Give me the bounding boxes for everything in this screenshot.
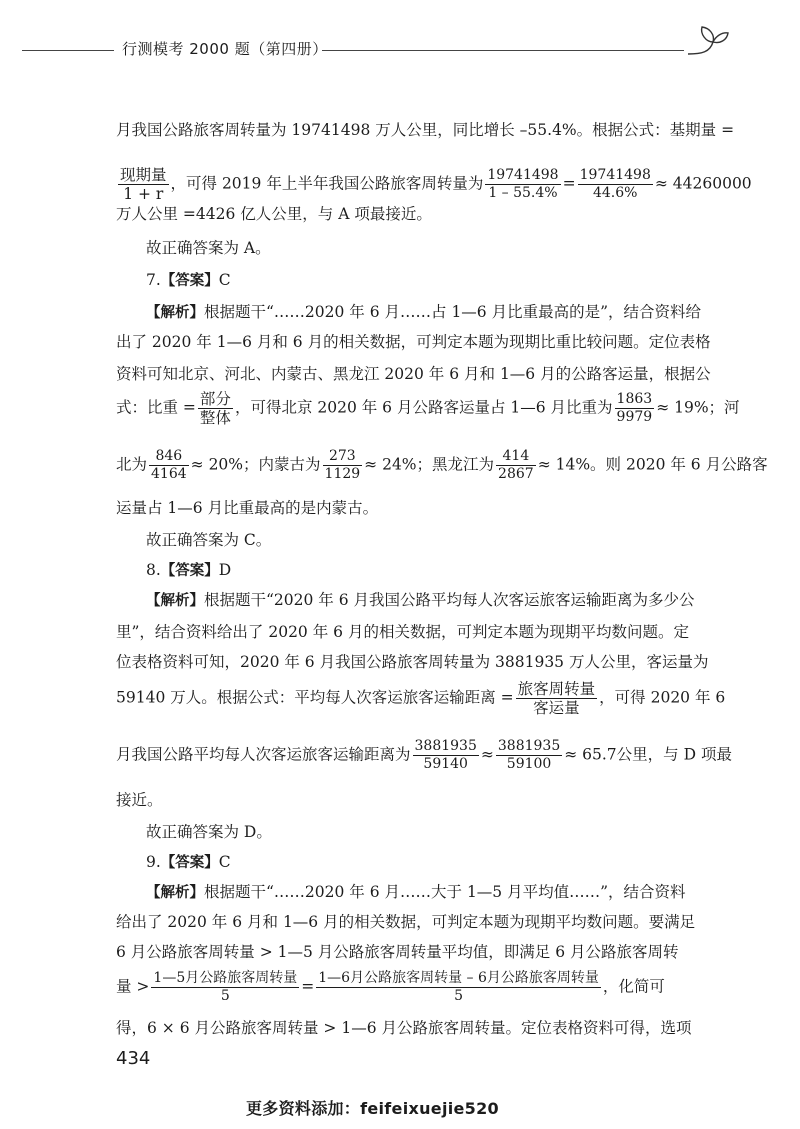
fraction: $\frac{\text{部分}}{\text{整体}}$ bbox=[199, 390, 231, 427]
answer-statement: 故正确答案为 C。 bbox=[146, 531, 272, 549]
paragraph-line: 出了 2020 年 1—6 月和 6 月的相关数据，可判定本题为现期比重比较问题。定位表格 bbox=[116, 333, 711, 351]
formula-line: $\frac{\text{现期量}}{1 + r}$ ，可得 2019 年上半年我国公路旅客周转量为 $\frac{19741498}{1 - 55.4\%}$ = $\frac{19741498}{44.6\%}$ ≈ 44260000 bbox=[120, 166, 752, 203]
fraction: $\frac{19741498}{44.6\%}$ bbox=[579, 167, 651, 201]
paragraph-line: 万人公里 =4426 亿人公里，与 A 项最接近。 bbox=[116, 205, 432, 223]
paragraph-line: 给出了 2020 年 6 月和 1—6 月的相关数据，可判定本题为现期平均数问题。要满足 bbox=[116, 913, 696, 931]
fraction: $\frac{\text{旅客周转量}}{\text{客运量}}$ bbox=[517, 680, 596, 717]
header-title: 行测模考 2000 题（第四册） bbox=[122, 40, 328, 58]
answer-statement: 故正确答案为 A。 bbox=[146, 239, 271, 257]
formula-line: 式：比重 = $\frac{\text{部分}}{\text{整体}}$ ，可得北京 2020 年 6 月公路客运量占 1—6 月比重为 $\frac{1863}{9979}$ ≈ 19%；河 bbox=[116, 390, 740, 427]
answer-heading-q7: 7.【答案】C bbox=[146, 271, 231, 289]
fraction: $\frac{846}{4164}$ bbox=[151, 448, 187, 482]
fraction: $\frac{3881935}{59100}$ bbox=[497, 738, 561, 772]
paragraph-line: 位表格资料可知，2020 年 6 月我国公路旅客周转量为 3881935 万人公里，客运量为 bbox=[116, 653, 709, 671]
answer-heading-q9: 9.【答案】C bbox=[146, 853, 231, 871]
formula-line: 北为 $\frac{846}{4164}$ ≈ 20%；内蒙古为 $\frac{273}{1129}$ ≈ 24%；黑龙江为 $\frac{414}{2867}$ ≈ 14%。则 2020 年 6 月公路客 bbox=[116, 448, 768, 482]
footer-note: 更多资料添加：feifeixuejie520 bbox=[246, 1099, 499, 1118]
paragraph-line: 接近。 bbox=[116, 791, 163, 809]
fraction: $\frac{\text{1—5月公路旅客周转量}}{5}$ bbox=[153, 970, 298, 1004]
paragraph-line: 里”，结合资料给出了 2020 年 6 月的相关数据，可判定本题为现期平均数问题。定 bbox=[116, 623, 689, 641]
fraction: $\frac{414}{2867}$ bbox=[498, 448, 534, 482]
analysis-line: 【解析】根据题干“2020 年 6 月我国公路平均每人次客运旅客运输距离为多少公 bbox=[146, 591, 695, 609]
header-rule-left bbox=[22, 50, 114, 51]
analysis-line: 【解析】根据题干“……2020 年 6 月……占 1—6 月比重最高的是”，结合资料给 bbox=[146, 303, 702, 321]
fraction: $\frac{19741498}{1 - 55.4\%}$ bbox=[487, 167, 559, 201]
paragraph-line: 月我国公路旅客周转量为 19741498 万人公里，同比增长 –55.4%。根据公式：基期量 = bbox=[116, 121, 735, 139]
fraction: $\frac{\text{1—6月公路旅客周转量 – 6月公路旅客周转量}}{5}$ bbox=[318, 970, 599, 1004]
formula-line: 59140 万人。根据公式：平均每人次客运旅客运输距离 = $\frac{\text{旅客周转量}}{\text{客运量}}$ ，可得 2020 年 6 bbox=[116, 680, 726, 717]
leaf-sprout-icon bbox=[686, 24, 730, 58]
analysis-line: 【解析】根据题干“……2020 年 6 月……大于 1—5 月平均值……”，结合资料 bbox=[146, 883, 686, 901]
formula-line: 月我国公路平均每人次客运旅客运输距离为 $\frac{3881935}{59140}$ ≈ $\frac{3881935}{59100}$ ≈ 65.7公里，与 D 项最 bbox=[116, 738, 732, 772]
fraction: $\frac{3881935}{59140}$ bbox=[414, 738, 477, 772]
formula-line: 量 > $\frac{\text{1—5月公路旅客周转量}}{5}$ = $\frac{\text{1—6月公路旅客周转量 – 6月公路旅客周转量}}{5}$ ，化简可 bbox=[116, 970, 665, 1004]
fraction: $\frac{1863}{9979}$ bbox=[616, 391, 653, 425]
paragraph-line: 得，6 × 6 月公路旅客周转量 > 1—6 月公路旅客周转量。定位表格资料可得，选项 bbox=[116, 1019, 692, 1037]
paragraph-line: 运量占 1—6 月比重最高的是内蒙古。 bbox=[116, 499, 379, 517]
answer-statement: 故正确答案为 D。 bbox=[146, 823, 272, 841]
paragraph-line: 6 月公路旅客周转量 > 1—5 月公路旅客周转量平均值，即满足 6 月公路旅客周转 bbox=[116, 943, 679, 961]
fraction: $\frac{273}{1129}$ bbox=[324, 448, 361, 482]
running-header bbox=[22, 38, 722, 62]
header-rule-right bbox=[322, 50, 684, 51]
fraction-base-formula: $\frac{\text{现期量}}{1 + r}$ bbox=[120, 166, 167, 203]
paragraph-line: 资料可知北京、河北、内蒙古、黑龙江 2020 年 6 月和 1—6 月的公路客运量，根据公 bbox=[116, 365, 711, 383]
page-number: 434 bbox=[116, 1048, 151, 1069]
answer-heading-q8: 8.【答案】D bbox=[146, 561, 232, 579]
